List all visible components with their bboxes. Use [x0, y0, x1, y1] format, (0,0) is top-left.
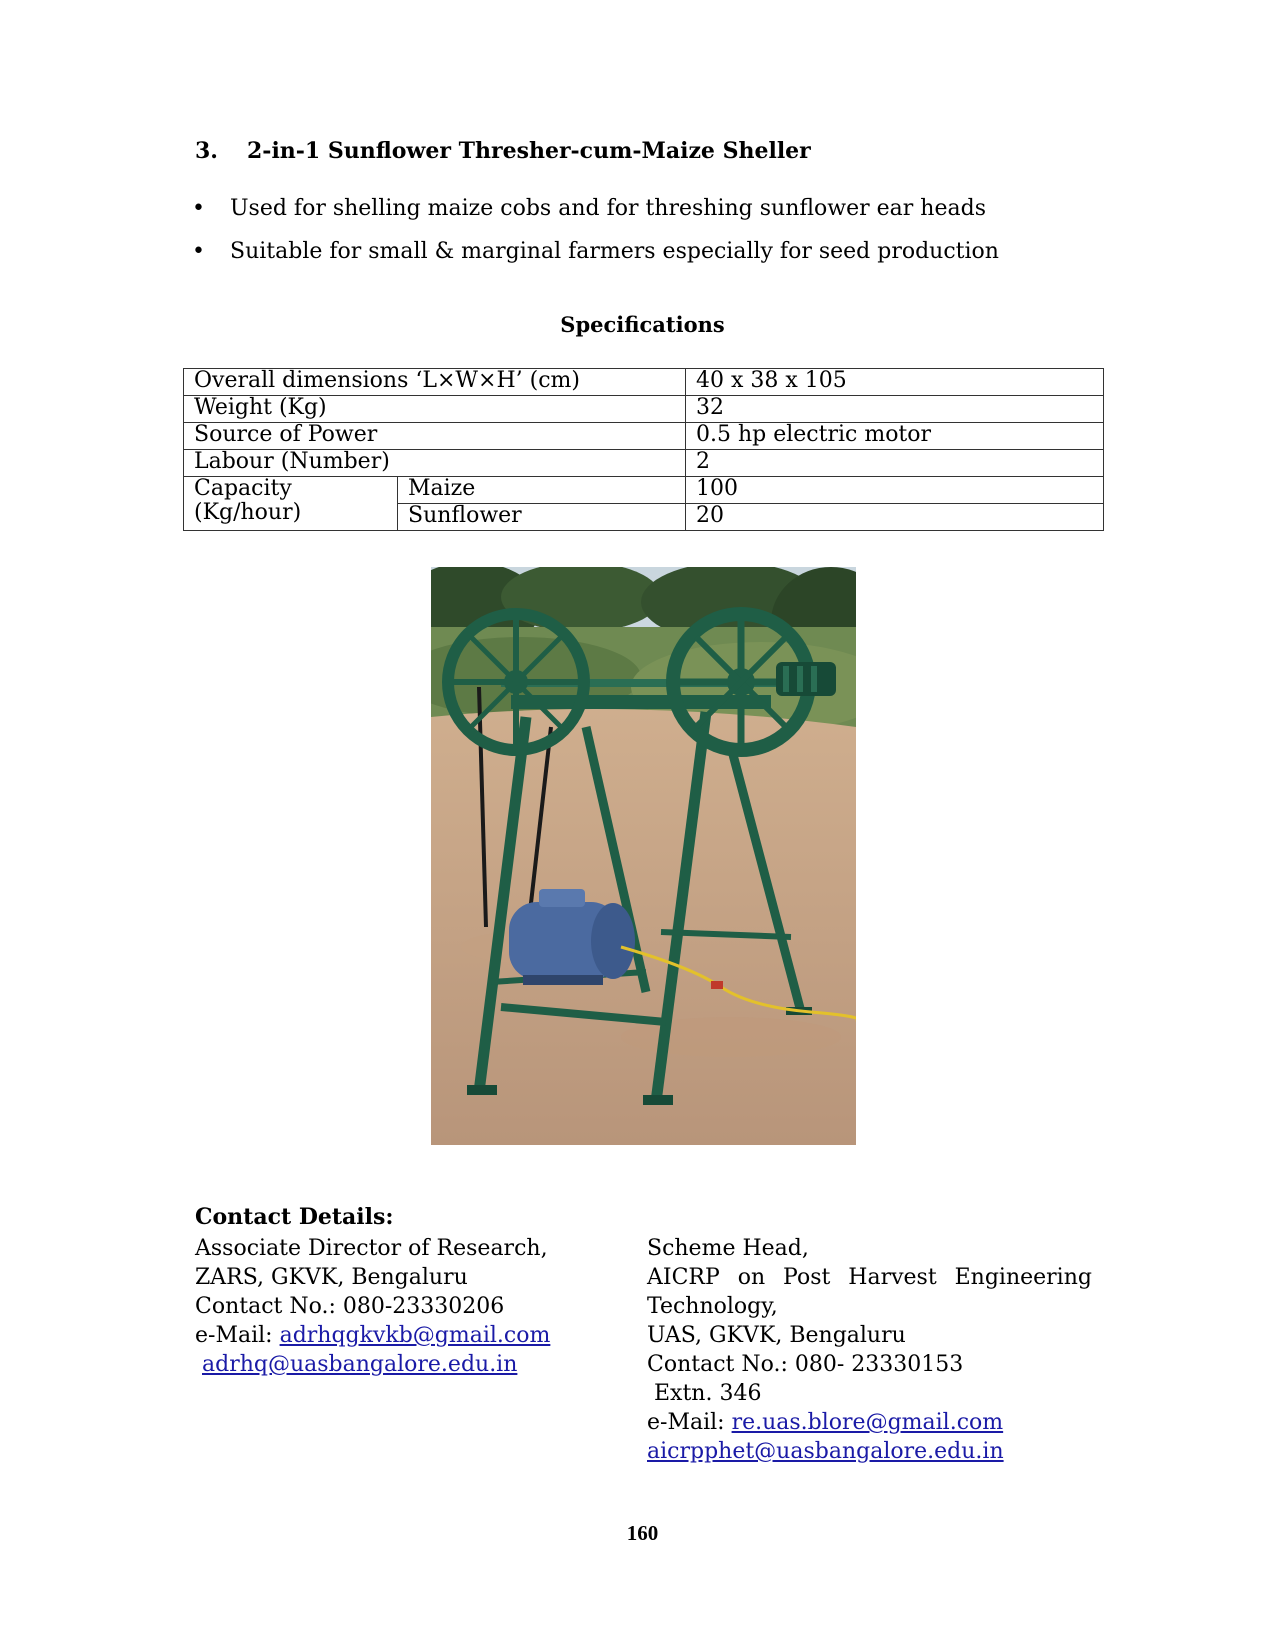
machine-photo: [431, 567, 856, 1145]
feature-list: [192, 196, 999, 282]
email-link[interactable]: adrhq@uasbangalore.edu.in: [202, 1352, 518, 1377]
contact-phone: Contact No.: 080-23330206: [195, 1294, 505, 1319]
spec-value: 2: [686, 450, 1104, 477]
email-link[interactable]: aicrpphet@uasbangalore.edu.in: [647, 1439, 1004, 1464]
table-row: [184, 423, 1104, 450]
contact-right: Scheme Head, AICRP on Post Harvest Engineering Technology, UAS, GKVK, Bengaluru Contact No.: 080- 23330153 Extn. 346 e-Mail: re.uas.blore@gmail.com aicrpphet@uasbangalore.edu.in: [647, 1236, 1092, 1464]
contact-phone: Contact No.: 080- 23330153: [647, 1352, 964, 1377]
email-link[interactable]: re.uas.blore@gmail.com: [731, 1410, 1004, 1435]
capacity-label: Capacity (Kg/hour): [184, 477, 398, 531]
contact-title: Contact Details:: [195, 1204, 394, 1230]
specifications-table: [183, 368, 1104, 531]
bullet-icon: •: [192, 196, 205, 221]
table-row: [184, 396, 1104, 423]
bullet-icon: •: [192, 239, 205, 264]
spec-value: 40 x 38 x 105: [686, 369, 1104, 396]
table-row: [184, 369, 1104, 396]
capacity-maize-value: 100: [686, 477, 1104, 504]
section-heading: [195, 138, 811, 164]
spec-label: Overall dimensions ‘L×W×H’ (cm): [184, 369, 686, 396]
capacity-sunflower-label: Sunflower: [398, 504, 686, 531]
table-row: [184, 450, 1104, 477]
spec-label: Weight (Kg): [184, 396, 686, 423]
spec-label: Labour (Number): [184, 450, 686, 477]
specifications-title: Specifications: [560, 312, 725, 337]
email-link[interactable]: adrhqgkvkb@gmail.com: [279, 1323, 551, 1348]
page-number: 160: [626, 1521, 659, 1545]
contact-left: Associate Director of Research, ZARS, GKVK, Bengaluru Contact No.: 080-23330206 e-Mail: adrhqgkvkb@gmail.com adrhq@uasbangalore.edu.in: [195, 1234, 615, 1379]
spec-value: 0.5 hp electric motor: [686, 423, 1104, 450]
section-title: 2-in-1 Sunflower Thresher-cum-Maize Sheller: [247, 138, 811, 164]
capacity-maize-label: Maize: [398, 477, 686, 504]
capacity-sunflower-value: 20: [686, 504, 1104, 531]
spec-value: 32: [686, 396, 1104, 423]
table-row: [184, 477, 1104, 504]
list-item: • Suitable for small & marginal farmers especially for seed production: [192, 239, 999, 264]
list-item: • Used for shelling maize cobs and for threshing sunflower ear heads: [192, 196, 986, 221]
spec-label: Source of Power: [184, 423, 686, 450]
section-number: 3.: [195, 138, 218, 164]
